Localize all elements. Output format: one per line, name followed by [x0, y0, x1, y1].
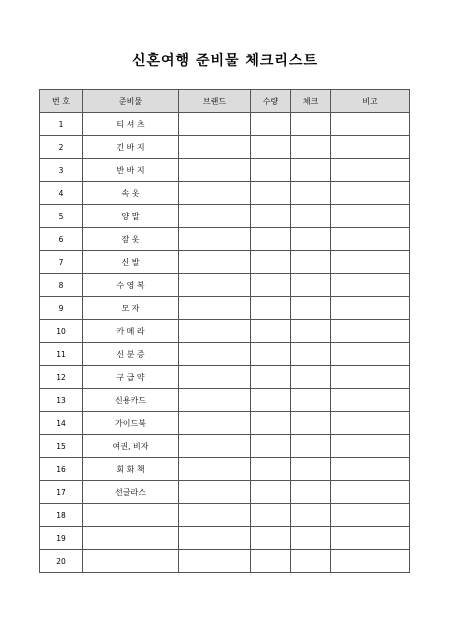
quantity-cell[interactable]	[251, 458, 291, 481]
header-row	[40, 90, 410, 113]
item-cell: 속 옷	[83, 182, 179, 205]
quantity-cell[interactable]	[251, 159, 291, 182]
item-cell: 잠 옷	[83, 228, 179, 251]
row-number: 16	[40, 458, 83, 481]
check-cell[interactable]	[291, 481, 331, 504]
item-cell: 신 분 증	[83, 343, 179, 366]
item-cell: 모 자	[83, 297, 179, 320]
note-cell[interactable]	[331, 458, 410, 481]
item-cell: 반 바 지	[83, 159, 179, 182]
brand-cell[interactable]	[179, 504, 251, 527]
brand-cell[interactable]	[179, 481, 251, 504]
header-brand: 브랜드	[179, 90, 251, 113]
check-cell[interactable]	[291, 182, 331, 205]
check-cell[interactable]	[291, 159, 331, 182]
item-cell: 신용카드	[83, 389, 179, 412]
row-number: 18	[40, 504, 83, 527]
table-row	[40, 412, 410, 435]
table-row	[40, 182, 410, 205]
brand-cell[interactable]	[179, 550, 251, 573]
table-row	[40, 113, 410, 136]
item-cell	[83, 504, 179, 527]
note-cell[interactable]	[331, 274, 410, 297]
table-row	[40, 458, 410, 481]
check-cell[interactable]	[291, 228, 331, 251]
table-row	[40, 297, 410, 320]
brand-cell[interactable]	[179, 412, 251, 435]
table-row	[40, 228, 410, 251]
check-cell[interactable]	[291, 389, 331, 412]
quantity-cell[interactable]	[251, 435, 291, 458]
table-row	[40, 251, 410, 274]
brand-cell[interactable]	[179, 228, 251, 251]
brand-cell[interactable]	[179, 159, 251, 182]
header-item: 준비물	[83, 90, 179, 113]
row-number: 2	[40, 136, 83, 159]
quantity-cell[interactable]	[251, 550, 291, 573]
brand-cell[interactable]	[179, 389, 251, 412]
table-row	[40, 550, 410, 573]
check-cell[interactable]	[291, 527, 331, 550]
quantity-cell[interactable]	[251, 481, 291, 504]
table-row	[40, 527, 410, 550]
header-check: 체크	[291, 90, 331, 113]
check-cell[interactable]	[291, 343, 331, 366]
item-cell: 카 메 라	[83, 320, 179, 343]
note-cell[interactable]	[331, 504, 410, 527]
table-row	[40, 159, 410, 182]
quantity-cell[interactable]	[251, 228, 291, 251]
quantity-cell[interactable]	[251, 113, 291, 136]
row-number: 20	[40, 550, 83, 573]
row-number: 3	[40, 159, 83, 182]
note-cell[interactable]	[331, 113, 410, 136]
quantity-cell[interactable]	[251, 504, 291, 527]
quantity-cell[interactable]	[251, 366, 291, 389]
brand-cell[interactable]	[179, 205, 251, 228]
row-number: 8	[40, 274, 83, 297]
table-row	[40, 343, 410, 366]
header-quantity: 수량	[251, 90, 291, 113]
item-cell: 구 급 약	[83, 366, 179, 389]
table-row	[40, 136, 410, 159]
brand-cell[interactable]	[179, 458, 251, 481]
item-cell: 회 화 책	[83, 458, 179, 481]
brand-cell[interactable]	[179, 320, 251, 343]
note-cell[interactable]	[331, 481, 410, 504]
brand-cell[interactable]	[179, 274, 251, 297]
row-number: 1	[40, 113, 83, 136]
note-cell[interactable]	[331, 389, 410, 412]
note-cell[interactable]	[331, 205, 410, 228]
note-cell[interactable]	[331, 136, 410, 159]
table-row	[40, 389, 410, 412]
brand-cell[interactable]	[179, 251, 251, 274]
quantity-cell[interactable]	[251, 274, 291, 297]
quantity-cell[interactable]	[251, 320, 291, 343]
row-number: 13	[40, 389, 83, 412]
item-cell: 티 셔 츠	[83, 113, 179, 136]
item-cell: 가이드북	[83, 412, 179, 435]
brand-cell[interactable]	[179, 366, 251, 389]
brand-cell[interactable]	[179, 113, 251, 136]
row-number: 14	[40, 412, 83, 435]
brand-cell[interactable]	[179, 182, 251, 205]
item-cell: 신 발	[83, 251, 179, 274]
note-cell[interactable]	[331, 182, 410, 205]
checklist-table	[39, 89, 410, 573]
item-cell: 수 영 복	[83, 274, 179, 297]
note-cell[interactable]	[331, 550, 410, 573]
note-cell[interactable]	[331, 251, 410, 274]
note-cell[interactable]	[331, 412, 410, 435]
page-title: 신혼여행 준비물 체크리스트	[131, 53, 319, 69]
check-cell[interactable]	[291, 274, 331, 297]
note-cell[interactable]	[331, 435, 410, 458]
quantity-cell[interactable]	[251, 205, 291, 228]
check-cell[interactable]	[291, 113, 331, 136]
item-cell	[83, 527, 179, 550]
check-cell[interactable]	[291, 251, 331, 274]
quantity-cell[interactable]	[251, 297, 291, 320]
table-row	[40, 205, 410, 228]
note-cell[interactable]	[331, 366, 410, 389]
row-number: 6	[40, 228, 83, 251]
check-cell[interactable]	[291, 297, 331, 320]
item-cell: 긴 바 지	[83, 136, 179, 159]
row-number: 12	[40, 366, 83, 389]
row-number: 4	[40, 182, 83, 205]
row-number: 19	[40, 527, 83, 550]
item-cell	[83, 550, 179, 573]
quantity-cell[interactable]	[251, 412, 291, 435]
header-note: 비고	[331, 90, 410, 113]
table-row	[40, 435, 410, 458]
check-cell[interactable]	[291, 435, 331, 458]
row-number: 10	[40, 320, 83, 343]
item-cell: 양 말	[83, 205, 179, 228]
table-row	[40, 504, 410, 527]
note-cell[interactable]	[331, 343, 410, 366]
brand-cell[interactable]	[179, 297, 251, 320]
table-row	[40, 481, 410, 504]
table-row	[40, 274, 410, 297]
quantity-cell[interactable]	[251, 251, 291, 274]
table-row	[40, 366, 410, 389]
item-cell: 선글라스	[83, 481, 179, 504]
note-cell[interactable]	[331, 228, 410, 251]
quantity-cell[interactable]	[251, 389, 291, 412]
row-number: 11	[40, 343, 83, 366]
check-cell[interactable]	[291, 458, 331, 481]
row-number: 7	[40, 251, 83, 274]
row-number: 5	[40, 205, 83, 228]
note-cell[interactable]	[331, 320, 410, 343]
check-cell[interactable]	[291, 504, 331, 527]
check-cell[interactable]	[291, 205, 331, 228]
row-number: 15	[40, 435, 83, 458]
table-row	[40, 320, 410, 343]
check-cell[interactable]	[291, 366, 331, 389]
check-cell[interactable]	[291, 320, 331, 343]
item-cell: 여권, 비자	[83, 435, 179, 458]
check-cell[interactable]	[291, 136, 331, 159]
quantity-cell[interactable]	[251, 527, 291, 550]
check-cell[interactable]	[291, 550, 331, 573]
brand-cell[interactable]	[179, 435, 251, 458]
row-number: 17	[40, 481, 83, 504]
quantity-cell[interactable]	[251, 136, 291, 159]
brand-cell[interactable]	[179, 343, 251, 366]
check-cell[interactable]	[291, 412, 331, 435]
row-number: 9	[40, 297, 83, 320]
header-number: 번 호	[40, 90, 83, 113]
brand-cell[interactable]	[179, 527, 251, 550]
note-cell[interactable]	[331, 297, 410, 320]
note-cell[interactable]	[331, 159, 410, 182]
brand-cell[interactable]	[179, 136, 251, 159]
quantity-cell[interactable]	[251, 182, 291, 205]
quantity-cell[interactable]	[251, 343, 291, 366]
note-cell[interactable]	[331, 527, 410, 550]
